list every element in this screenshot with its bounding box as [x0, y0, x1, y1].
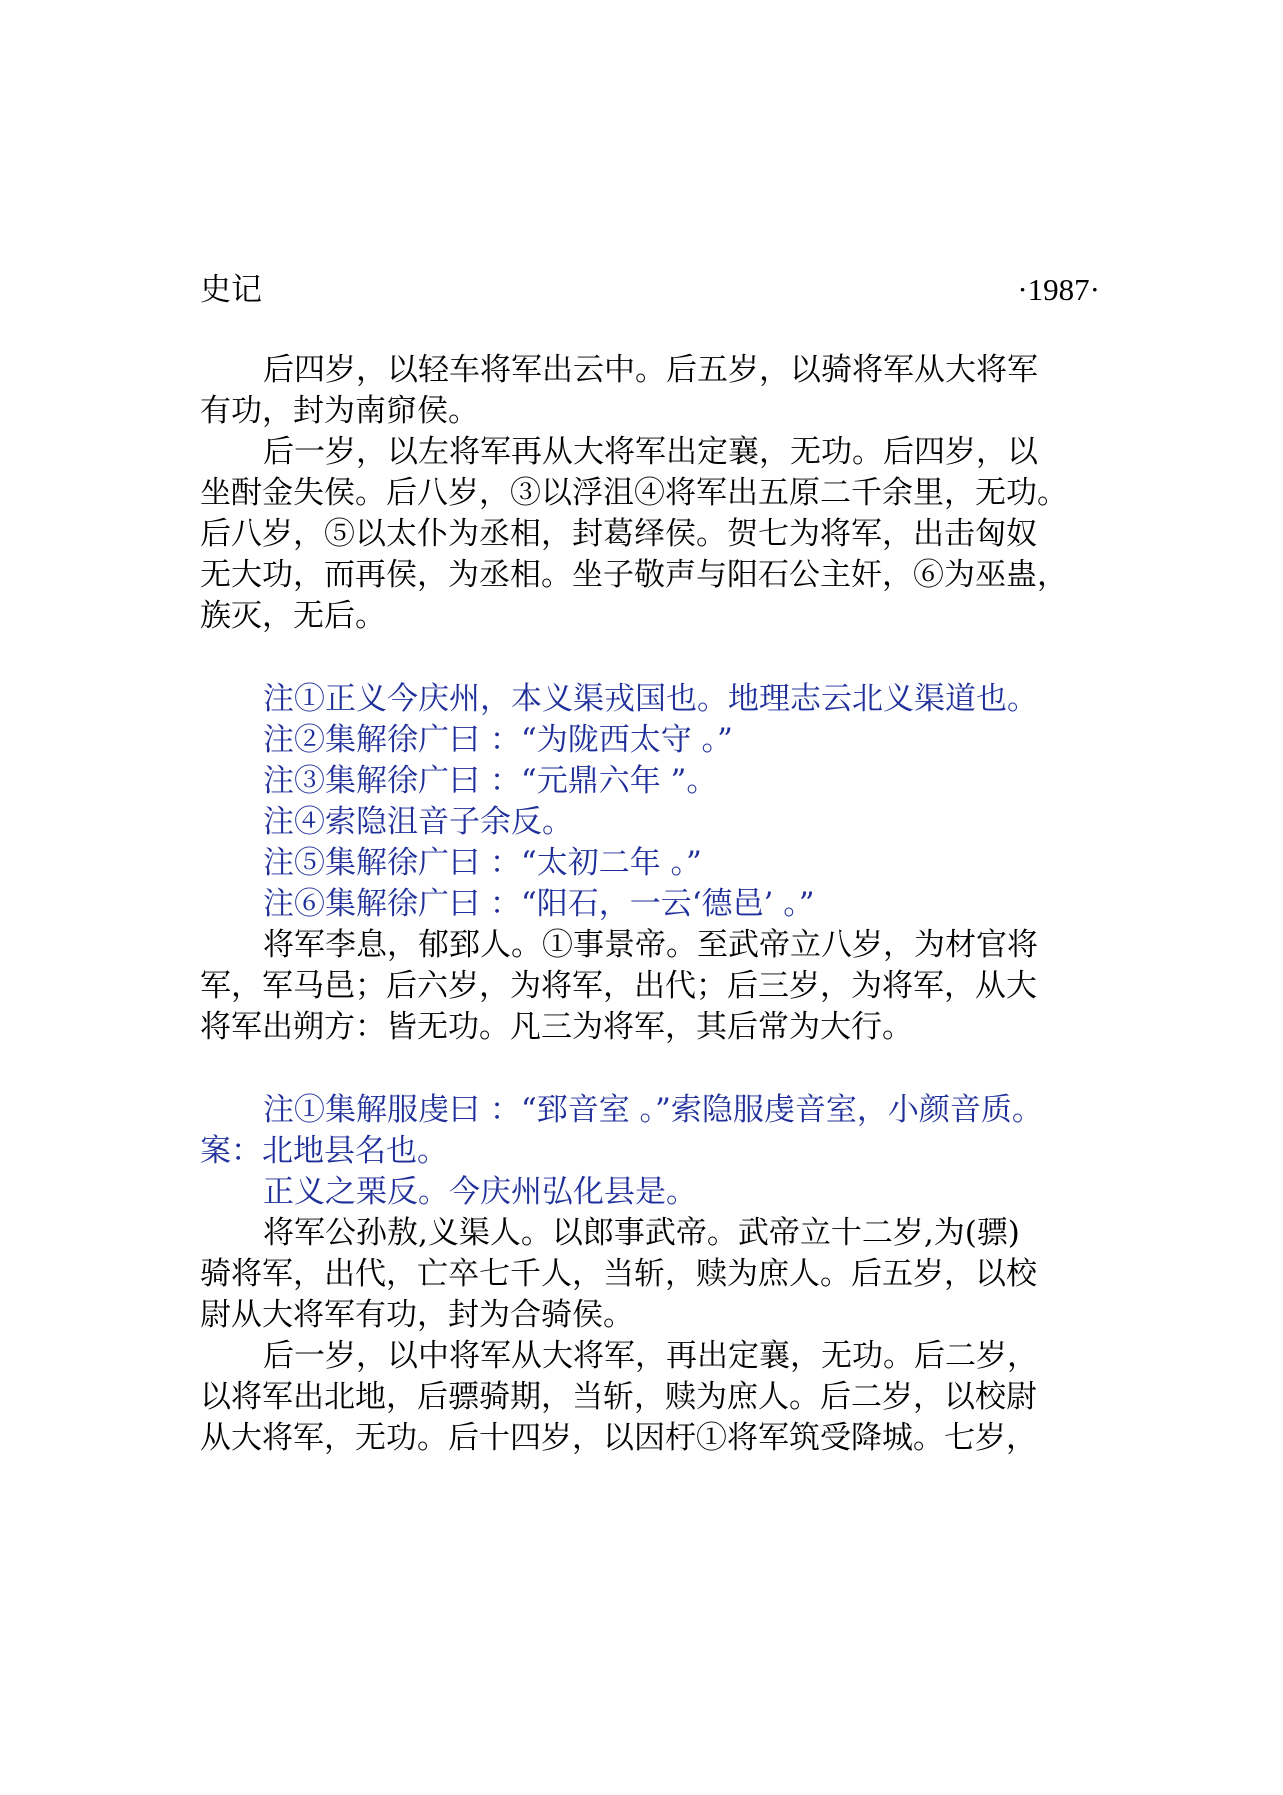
body-line: 从大将军，无功。后十四岁，以因杅①将军筑受降城。七岁，	[200, 1420, 1037, 1456]
note-line: 注⑥集解徐广曰 ：“阳石，一云‘德邑’ 。”	[263, 886, 815, 922]
note-line: 注⑤集解徐广曰 ：“太初二年 。”	[263, 845, 702, 881]
body-line: 骑将军，出代，亡卒七千人，当斩，赎为庶人。后五岁，以校	[200, 1256, 1037, 1292]
note-line: 注①集解服虔曰 ：“郅音室 。”索隐服虔音室，小颜音质。	[263, 1092, 1043, 1128]
note-line: 正义之栗反。今庆州弘化县是。	[263, 1174, 697, 1210]
body-line: 后四岁，以轻车将军出云中。后五岁，以骑将军从大将军	[263, 352, 1038, 388]
body-line: 有功，封为南窌侯。	[200, 393, 479, 429]
note-line: 注①正义今庆州，本义渠戎国也。地理志云北义渠道也。	[263, 681, 1038, 717]
body-line: 尉从大将军有功，封为合骑侯。	[200, 1297, 634, 1333]
note-line: 注②集解徐广曰 ：“为陇西太守 。”	[263, 722, 733, 758]
body-line: 后八岁，⑤以太仆为丞相，封葛绎侯。贺七为将军，出击匈奴	[200, 516, 1037, 552]
page-number: ·1987·	[1017, 272, 1100, 307]
body-line: 族灭，无后。	[200, 598, 386, 634]
page-header	[200, 268, 1100, 312]
book-title: 史记	[200, 272, 262, 308]
body-line: 后一岁，以中将军从大将军，再出定襄，无功。后二岁，	[263, 1338, 1038, 1374]
body-line: 后一岁，以左将军再从大将军出定襄，无功。后四岁，以	[263, 434, 1038, 470]
note-line: 注③集解徐广曰 ：“元鼎六年 ”。	[263, 763, 718, 799]
body-line: 坐酎金失侯。后八岁，③以浮沮④将军出五原二千余里，无功。	[200, 475, 1068, 511]
paragraph-gap	[200, 637, 1120, 679]
body-line: 以将军出北地，后骠骑期，当斩，赎为庶人。后二岁，以校尉	[200, 1379, 1037, 1415]
page-body	[200, 350, 1120, 1459]
note-line: 注④索隐沮音子余反。	[263, 804, 573, 840]
body-line: 军，军马邑；后六岁，为将军，出代；后三岁，为将军，从大	[200, 968, 1037, 1004]
body-line: 无大功，而再侯，为丞相。坐子敬声与阳石公主奸，⑥为巫蛊，	[200, 557, 1068, 593]
note-line: 案：北地县名也。	[200, 1133, 448, 1169]
body-line: 将军出朔方：皆无功。凡三为将军，其后常为大行。	[200, 1009, 913, 1045]
body-line: 将军李息，郁郅人。①事景帝。至武帝立八岁，为材官将	[263, 927, 1038, 963]
paragraph-gap	[200, 1048, 1120, 1090]
body-line: 将军公孙敖,义渠人。以郎事武帝。武帝立十二岁,为(骠)	[263, 1215, 1020, 1251]
